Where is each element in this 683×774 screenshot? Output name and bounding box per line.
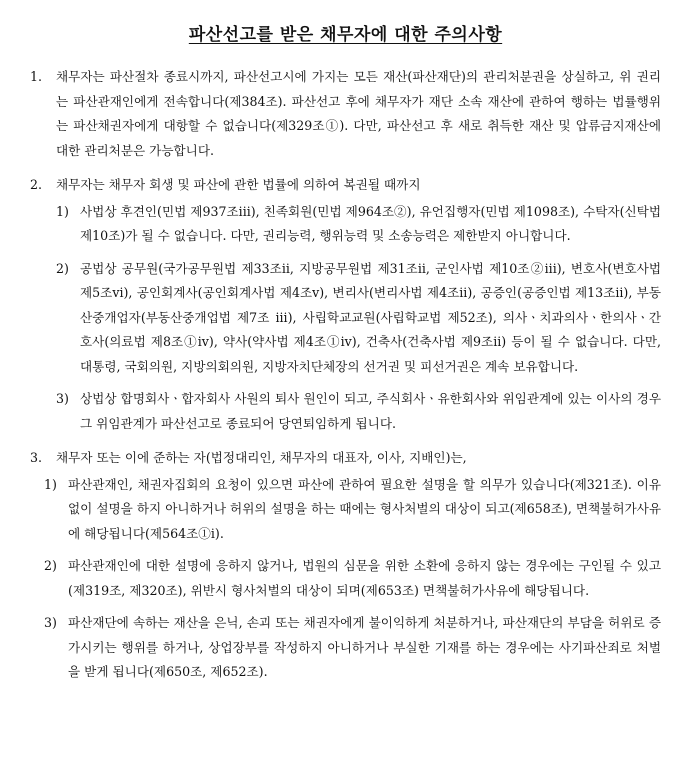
list-item <box>30 387 661 436</box>
item-number: 3) <box>44 615 57 630</box>
list-item <box>30 257 661 380</box>
section-text: 채무자는 채무자 회생 및 파산에 관한 법률에 의하여 복권될 때까지 <box>56 177 421 192</box>
section-1 <box>30 65 661 163</box>
sub-item-list <box>30 200 661 437</box>
section-3 <box>30 446 661 685</box>
item-number: 1) <box>56 203 69 219</box>
item-number: 1) <box>44 476 57 492</box>
list-item <box>30 200 661 249</box>
section-number: 3. <box>30 450 43 465</box>
item-text: 상법상 합명회사ㆍ합자회사 사원의 퇴사 원인이 되고, 주식회사ㆍ유한회사와 위임관계에 있는 이사의 경우 그 위임관계가 파산선고로 종료되어 당연퇴임하게 됩니다. <box>80 391 661 431</box>
item-text: 파산관재인, 채권자집회의 요청이 있으면 파산에 관하여 필요한 설명을 할 의무가 있습니다(제321조). 이유 없이 설명을 하지 아니하거나 허위의 설명을 하는 때에는 형사처벌의 대상이 되고(제658조), 면책불허가사유에 해당됩니다(제564조①i). <box>68 476 661 541</box>
item-number: 2) <box>56 260 69 276</box>
item-number: 2) <box>44 558 57 573</box>
section-text: 채무자 또는 이에 준하는 자(법정대리인, 채무자의 대표자, 이사, 지배인)는, <box>56 450 467 465</box>
item-number: 3) <box>56 391 69 406</box>
item-text: 공법상 공무원(국가공무원법 제33조ii, 지방공무원법 제31조ii, 군인사법 제10조②iii), 변호사(변호사법 제5조vi), 공인회계사(공인회계사법 제4조v), 변리사(변리사법 제4조ii), 공증인(공증인법 제13조ii), 부동산중개업자(부동산중개업법 제7조 iii), 사립학교교원(사립학교법 제52조), 의사ㆍ치과의사ㆍ한의사ㆍ간호사(의료법 제8조①iv), 약사(약사법 제4조①iv), 건축사(건축사법 제9조ii) 등이 될 수 없습니다. 다만, 대통령, 국회의원, 지방의회의원, 지방자치단체장의 선거권 및 피선거권은 계속 보유합니다. <box>80 260 661 374</box>
section-number: 2. <box>30 177 43 192</box>
document-title: 파산선고를 받은 채무자에 대한 주의사항 <box>188 25 503 45</box>
item-text: 파산재단에 속하는 재산을 은닉, 손괴 또는 채권자에게 불이익하게 처분하거나, 파산재단의 부담을 허위로 증가시키는 행위를 하거나, 상업장부를 작성하지 아니하거나 부실한 기재를 하는 경우에는 사기파산죄로 처벌을 받게 됩니다(제650조, 제652조). <box>68 615 661 679</box>
section-2 <box>30 173 661 436</box>
item-text: 파산관재인에 대한 설명에 응하지 않거나, 법원의 심문을 위한 소환에 응하지 않는 경우에는 구인될 수 있고(제319조, 제320조), 위반시 형사처벌의 대상이 되며(제653조) 면책불허가사유에 해당됩니다. <box>68 558 661 598</box>
section-number: 1. <box>30 69 43 84</box>
list-item <box>30 473 661 547</box>
item-text: 사법상 후견인(민법 제937조iii), 친족회원(민법 제964조②), 유언집행자(민법 제1098조), 수탁자(신탁법 제10조)가 될 수 없습니다. 다만, 권리능력, 행위능력 및 소송능력은 제한받지 아니합니다. <box>80 203 661 243</box>
sub-item-list <box>30 473 661 685</box>
section-text: 채무자는 파산절차 종료시까지, 파산선고시에 가지는 모든 재산(파산재단)의 관리처분권을 상실하고, 위 권리는 파산관재인에게 전속합니다(제384조). 파산선고 후에 채무자가 재단 소속 재산에 관하여 행하는 법률행위는 파산채권자에게 대항할 수 없습니다(제329조①). 다만, 파산선고 후 새로 취득한 재산 및 압류금지재산에 대한 관리처분은 가능합니다. <box>56 69 661 158</box>
list-item <box>30 611 661 685</box>
list-item <box>30 554 661 603</box>
